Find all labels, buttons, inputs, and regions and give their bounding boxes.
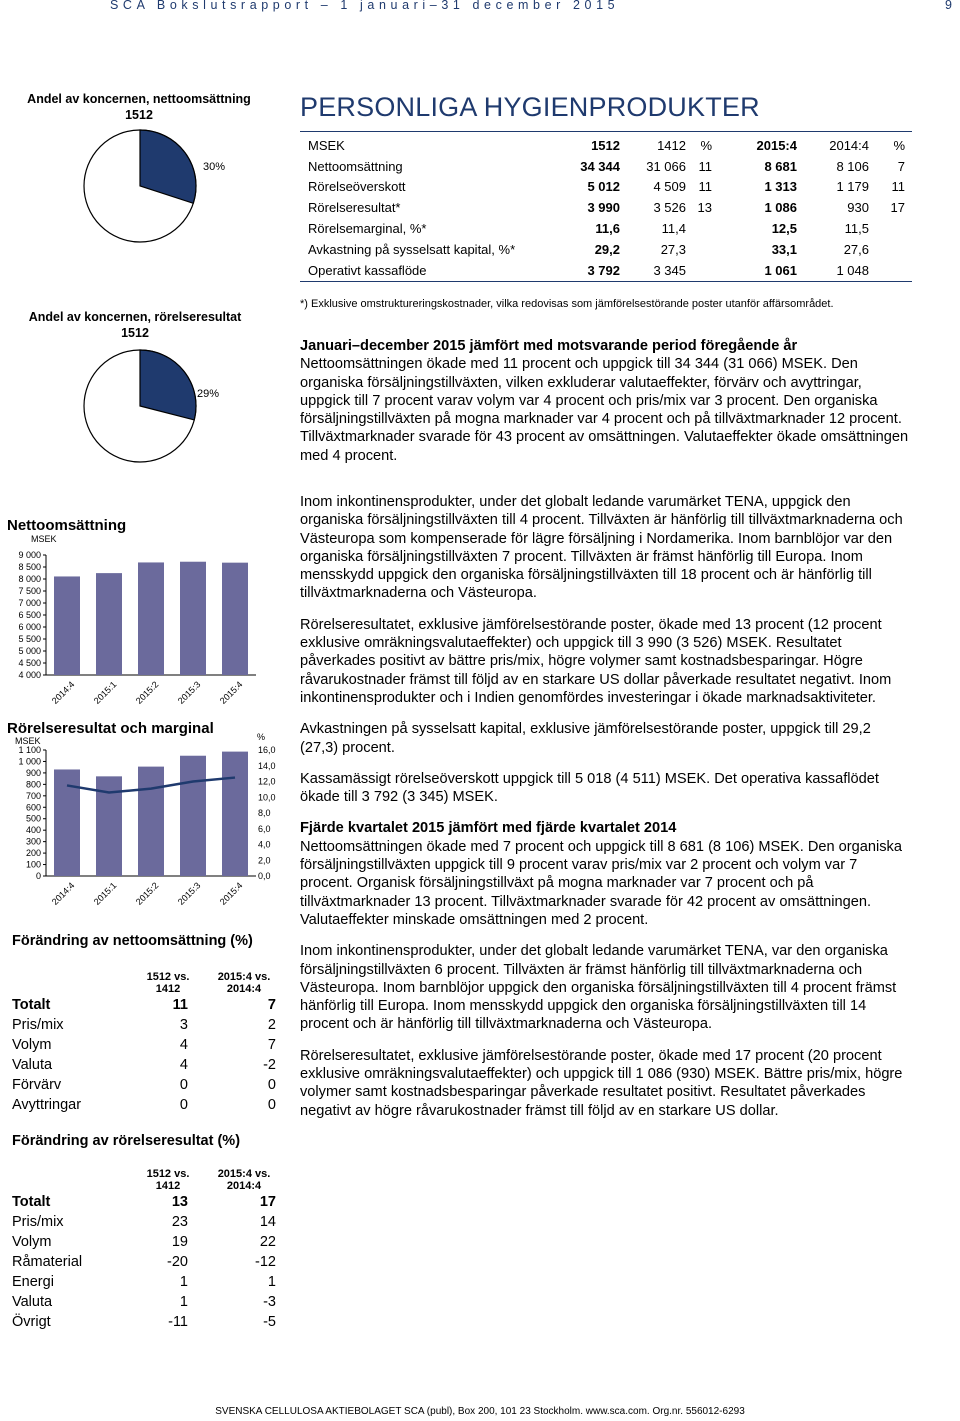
- bar: [222, 752, 248, 876]
- change-cell: -11: [168, 1314, 188, 1330]
- kpi-cell: 3 990: [587, 200, 620, 216]
- change-sales-col2a: 2015:4 vs.: [217, 971, 271, 983]
- change-cell: -5: [263, 1314, 276, 1330]
- kpi-cell: 34 344: [580, 158, 620, 174]
- change-sales-col1b: 1412: [155, 983, 181, 995]
- kpi-cell: 11,5: [844, 221, 869, 237]
- change-cell: Valuta: [12, 1057, 53, 1073]
- y-tick-label: 800: [25, 779, 41, 790]
- kpi-cell: 27,6: [843, 241, 869, 257]
- y-tick-label: 5 500: [18, 634, 41, 644]
- change-cell: Totalt: [12, 997, 51, 1013]
- x-tick-label: 2015:4: [217, 679, 245, 706]
- kpi-row: [308, 260, 905, 281]
- body-paragraph: Rörelseresultatet, exklusive jämförelsestörande poster, ökade med 13 procent (12 procent exklusive omräkningsvalutaeffekter) och uppgick till 3 990 (3 526) MSEK. Resultatet påverkades positivt av bättre pris/mix, högre volymer samt kostnadsbesparingar. Högre råvarukostnader främst till följd av en starkare US dollar påverkade resultatet negativt. Inom inkontinensprodukter och i Indien genomfördes investeringar i ökade marknadsaktiviteter.: [300, 616, 892, 706]
- kpi-cell: 1 086: [764, 200, 797, 216]
- kpi-cell: 11,4: [661, 221, 686, 237]
- kpi-cell: Avkastning på sysselsatt kapital, %*: [308, 241, 516, 257]
- change-cell: Volym: [12, 1037, 52, 1053]
- y-tick-label: 0: [35, 871, 41, 881]
- y2-tick-label: 12,0: [258, 776, 276, 787]
- kpi-header-cell: 2015:4: [756, 137, 797, 153]
- change-cell: 1: [179, 1294, 188, 1310]
- change-result-col2b: 2014:4: [226, 1180, 262, 1192]
- body-paragraph: Kassamässigt rörelseöverskott uppgick till 5 018 (4 511) MSEK. Det operativa kassaflödet ökade till 3 792 (3 345) MSEK.: [300, 770, 879, 806]
- kpi-cell: 930: [847, 200, 869, 216]
- kpi-cell: 29,2: [594, 241, 620, 257]
- kpi-rule-bottom: [300, 281, 912, 282]
- kpi-cell: 27,3: [660, 241, 686, 257]
- change-cell: 2: [267, 1017, 276, 1033]
- kpi-cell: [686, 218, 712, 239]
- pie-title-sales-text: Andel av koncernen, nettoomsättning: [27, 92, 251, 106]
- kpi-cell: 12,5: [771, 221, 797, 237]
- y2-tick-label: 6,0: [258, 823, 271, 834]
- pie-title-sales: [14, 91, 264, 123]
- body-heading: Januari–december 2015 jämfört med motsvarande period föregående år: [300, 338, 798, 354]
- bar: [96, 573, 122, 675]
- change-cell: Volym: [12, 1234, 52, 1250]
- kpi-row: [308, 239, 905, 260]
- y-tick-label: 5 000: [18, 646, 41, 656]
- y2-tick-label: 0,0: [258, 871, 271, 881]
- change-cell: Råmaterial: [12, 1254, 83, 1270]
- body-text-top: [300, 337, 912, 478]
- body-paragraph: Rörelseresultatet, exklusive jämförelsestörande poster, ökade med 17 procent (20 procent exklusive omräkningsvalutaeffekter) och uppgick till 1 086 (930) MSEK. Bättre pris/mix, högre volymer samt kostnadsbesparingar påverkade resultatet positivt. Resultatet påverkades negativt av högre råvarukostnader främst till följd av en starkare US dollar.: [300, 1047, 903, 1119]
- change-sales-col1a: 1512 vs.: [146, 971, 190, 983]
- chart-unit2-result: %: [257, 732, 266, 742]
- change-cell: 14: [259, 1214, 276, 1230]
- change-sales-title: Förändring av nettoomsättning (%): [12, 933, 253, 949]
- y-tick-label: 6 000: [18, 622, 41, 632]
- y2-tick-label: 14,0: [258, 760, 276, 771]
- change-row: [12, 1035, 284, 1055]
- kpi-row: [308, 218, 905, 239]
- change-cell: Valuta: [12, 1294, 53, 1310]
- change-cell: Pris/mix: [12, 1017, 64, 1033]
- change-cell: Pris/mix: [12, 1214, 64, 1230]
- x-tick-label: 2015:4: [217, 880, 245, 907]
- bar: [138, 767, 164, 876]
- y-tick-label: 300: [25, 836, 41, 847]
- body-paragraph: Nettoomsättningen ökade med 11 procent och uppgick till 34 344 (31 066) MSEK. Den organiska försäljningstillväxten, vilken exkluderar valutaeffekter, förvärv och avyttringar, uppgick till 7 procent varav volym var 4 procent och pris/mix var 3 procent. Den organiska försäljningstillväxten på mogna marknader var 4 procent och på tillväxtmarknader 12 procent. Tillväxtmarknader svarade för 43 procent av omsättningen. Valutaeffekter ökade omsättningen med 4 procent.: [300, 356, 909, 464]
- pie-chart-sales: [80, 126, 200, 246]
- kpi-cell: 1 048: [836, 262, 869, 278]
- kpi-cell: 11: [891, 179, 905, 195]
- body-heading: Fjärde kvartalet 2015 jämfört med fjärde kvartalet 2014: [300, 820, 677, 837]
- kpi-header-row: [308, 135, 905, 156]
- y-tick-label: 200: [25, 848, 41, 859]
- kpi-cell: 7: [897, 158, 905, 174]
- change-row: [12, 995, 284, 1015]
- kpi-header-cell: 1412: [657, 137, 686, 153]
- kpi-row: [308, 156, 905, 177]
- kpi-cell: 1 061: [764, 262, 797, 278]
- change-sales-table: [12, 971, 284, 1115]
- kpi-cell: 5 012: [587, 179, 620, 195]
- kpi-row: [308, 197, 905, 218]
- kpi-cell: 13: [697, 200, 712, 216]
- chart-unit-result: MSEK: [15, 736, 41, 746]
- footnote: *) Exklusive omstruktureringskostnader, vilka redovisas som jämförelsestörande poster utanför affärsområdet.: [300, 298, 834, 310]
- change-cell: 19: [171, 1234, 188, 1250]
- y-tick-label: 1 100: [18, 745, 41, 755]
- change-row: [12, 1192, 284, 1212]
- body-paragraph: Inom inkontinensprodukter, under det globalt ledande varumärket TENA, uppgick den organiska försäljningstillväxten till 4 procent. Tillväxten är hänförlig till tillväxtmarknaderna och Västeuropa som kompenserade för lägre försäljning i Nordamerika. Inom barnblöjor var den organiska försäljningstillväxten 7 procent. Tillväxten är främst hänförlig till Europa. Inom mensskydd uppgick den organiska försäljningstillväxten till 18 procent och är hänförlig till tillväxtmarknaderna och Västeuropa.: [300, 494, 903, 602]
- y-tick-label: 500: [25, 813, 41, 824]
- body-paragraph: Nettoomsättningen ökade med 7 procent och uppgick till 8 681 (8 106) MSEK. Den organiska försäljningstillväxten uppgick till 9 procent varav pris/mix var 2 procent och volym var 7 procent. Organisk försäljningstillväxt på mogna marknader var 7 procent och på tillväxtmarknader 13 procent. Tillväxtmarknader svarade för 42 procent av omsättningen. Valutaeffekter minskade omsättningen med 2 procent.: [300, 838, 902, 928]
- page-number: 9: [945, 0, 952, 12]
- bar-chart-sales: [0, 545, 270, 720]
- body-paragraph: Avkastningen på sysselsatt kapital, exklusive jämförelsestörande poster, uppgick till 29,2 (27,3) procent.: [300, 721, 871, 756]
- change-cell: Övrigt: [12, 1314, 51, 1330]
- x-tick-label: 2015:3: [175, 679, 203, 706]
- change-row: [12, 1212, 284, 1232]
- x-tick-label: 2015:1: [91, 679, 119, 706]
- kpi-cell: 1 313: [764, 179, 797, 195]
- bar: [222, 563, 248, 675]
- change-result-col1b: 1412: [155, 1180, 181, 1192]
- change-cell: 17: [259, 1194, 276, 1210]
- kpi-table-wrap: [308, 135, 905, 281]
- y-tick-label: 700: [25, 790, 41, 801]
- change-cell: 13: [171, 1194, 188, 1210]
- change-cell: -2: [263, 1057, 276, 1073]
- kpi-header-cell: %: [893, 137, 905, 153]
- kpi-cell: Rörelseresultat*: [308, 200, 401, 216]
- x-tick-label: 2015:1: [91, 880, 119, 907]
- change-cell: 0: [267, 1097, 276, 1113]
- kpi-cell: Rörelsemarginal, %*: [308, 221, 427, 237]
- change-cell: -3: [263, 1294, 276, 1310]
- kpi-header-cell: 2014:4: [829, 137, 869, 153]
- change-cell: Energi: [12, 1274, 54, 1290]
- body-paragraph: Inom inkontinensprodukter, under det globalt ledande varumärket TENA, var den organiska försäljningstillväxten 6 procent. Tillväxten är främst hänförlig till tillväxtmarknaderna och Västeuropa. Inom barnblöjor uppgick den organiska försäljningstillväxten till 4 procent främst hänförlig till Europa. Inom mensskydd uppgick den organiska försäljningstillväxten till 14 procent och är hänförlig till tillväxtmarknaderna och Västeuropa.: [300, 943, 897, 1033]
- change-cell: -12: [255, 1254, 276, 1270]
- change-cell: -20: [167, 1254, 188, 1270]
- kpi-cell: 3 526: [653, 200, 686, 216]
- change-result-col2a: 2015:4 vs.: [217, 1168, 271, 1180]
- kpi-cell: 11,6: [595, 221, 620, 237]
- change-cell: 1: [179, 1274, 188, 1290]
- change-row: [12, 1292, 284, 1312]
- bar: [180, 562, 206, 675]
- change-cell: Förvärv: [12, 1077, 62, 1093]
- kpi-header-cell: MSEK: [308, 137, 345, 153]
- kpi-cell: [686, 239, 712, 260]
- change-row: [12, 1075, 284, 1095]
- y2-tick-label: 8,0: [258, 808, 271, 818]
- kpi-row: [308, 177, 905, 198]
- kpi-cell: 17: [890, 200, 905, 216]
- y-tick-label: 7 500: [18, 586, 41, 596]
- bar-line-chart-result: [0, 744, 285, 914]
- y-tick-label: 900: [25, 767, 41, 778]
- pie-title-result: [10, 309, 260, 341]
- kpi-rule-top: [300, 131, 912, 132]
- pie-label-sales: 30%: [203, 161, 226, 173]
- change-cell: 0: [267, 1077, 276, 1093]
- change-cell: 11: [172, 997, 188, 1013]
- y-tick-label: 400: [25, 825, 41, 836]
- y-tick-label: 4 500: [18, 658, 41, 668]
- change-row: [12, 1252, 284, 1272]
- kpi-cell: Nettoomsättning: [308, 158, 403, 174]
- y2-tick-label: 16,0: [258, 745, 276, 755]
- change-cell: 0: [179, 1077, 188, 1093]
- kpi-header-cell: 1512: [591, 137, 620, 153]
- kpi-cell: 8 681: [764, 158, 797, 174]
- kpi-cell: [869, 218, 905, 239]
- y2-tick-label: 4,0: [258, 839, 271, 850]
- chart-title-sales: Nettoomsättning: [7, 517, 127, 534]
- change-row: [12, 1015, 284, 1035]
- y-tick-label: 6 500: [18, 610, 41, 620]
- pie-chart-result: [80, 346, 200, 466]
- pie-title-result-text: Andel av koncernen, rörelseresultat: [28, 310, 242, 324]
- change-result-header: [12, 1168, 284, 1192]
- y-tick-label: 100: [25, 859, 41, 870]
- pie-subtitle-sales: 1512: [125, 108, 153, 122]
- x-tick-label: 2015:2: [133, 679, 161, 706]
- kpi-cell: 4 509: [653, 179, 686, 195]
- change-cell: 22: [259, 1234, 276, 1250]
- kpi-header-cell: %: [700, 137, 712, 153]
- change-sales-col2b: 2014:4: [226, 983, 262, 995]
- change-cell: 4: [179, 1037, 188, 1053]
- kpi-table: [308, 135, 905, 281]
- kpi-cell: 11: [698, 158, 712, 174]
- x-tick-label: 2014:4: [49, 880, 77, 907]
- change-row: [12, 1095, 284, 1115]
- x-tick-label: 2015:3: [175, 880, 203, 907]
- y-tick-label: 9 000: [18, 550, 41, 560]
- kpi-cell: 3 345: [653, 262, 686, 278]
- change-row: [12, 1055, 284, 1075]
- change-cell: 0: [179, 1097, 188, 1113]
- kpi-cell: [869, 260, 905, 281]
- x-tick-label: 2015:2: [133, 880, 161, 907]
- kpi-cell: 33,1: [771, 241, 797, 257]
- kpi-cell: 8 106: [836, 158, 869, 174]
- kpi-cell: Rörelseöverskott: [308, 179, 406, 195]
- bar: [180, 756, 206, 876]
- change-cell: 3: [179, 1017, 188, 1033]
- change-row: [12, 1312, 284, 1332]
- y-tick-label: 8 000: [18, 574, 41, 584]
- y-tick-label: 600: [25, 802, 41, 813]
- chart-unit-sales: MSEK: [31, 534, 57, 544]
- page-footer: SVENSKA CELLULOSA AKTIEBOLAGET SCA (publ), Box 200, 101 23 Stockholm. www.sca.com. Org.nr. 556012-6293: [215, 1406, 745, 1417]
- section-title: PERSONLIGA HYGIENPRODUKTER: [300, 92, 760, 122]
- y-tick-label: 8 500: [18, 562, 41, 572]
- y2-tick-label: 10,0: [258, 792, 276, 803]
- change-result-title: Förändring av rörelseresultat (%): [12, 1133, 241, 1149]
- report-header: SCA Bokslutsrapport – 1 januari–31 december 2015: [110, 0, 620, 12]
- change-cell: 23: [171, 1214, 188, 1230]
- change-row: [12, 1232, 284, 1252]
- kpi-cell: 11: [698, 179, 712, 195]
- change-cell: Totalt: [12, 1194, 51, 1210]
- chart-title-result: Rörelseresultat och marginal: [7, 720, 214, 737]
- y-tick-label: 1 000: [18, 756, 41, 767]
- bar: [138, 562, 164, 675]
- x-tick-label: 2014:4: [49, 679, 77, 706]
- y2-tick-label: 2,0: [258, 855, 271, 866]
- body-text-main: [300, 493, 912, 1133]
- y-tick-label: 7 000: [18, 598, 41, 608]
- change-result-col1a: 1512 vs.: [146, 1168, 190, 1180]
- change-cell: 7: [267, 1037, 276, 1053]
- kpi-cell: [869, 239, 905, 260]
- kpi-cell: 1 179: [836, 179, 869, 195]
- kpi-cell: 3 792: [587, 262, 620, 278]
- change-cell: Avyttringar: [12, 1097, 82, 1113]
- change-cell: 7: [267, 997, 276, 1013]
- bar: [54, 576, 80, 675]
- pie-label-result: 29%: [197, 388, 220, 400]
- kpi-cell: Operativt kassaflöde: [308, 262, 427, 278]
- change-cell: 1: [267, 1274, 276, 1290]
- y-tick-label: 4 000: [18, 670, 41, 680]
- kpi-cell: 31 066: [646, 158, 686, 174]
- change-cell: 4: [179, 1057, 188, 1073]
- pie-subtitle-result: 1512: [121, 326, 149, 340]
- change-result-table: [12, 1168, 284, 1332]
- change-sales-header: [12, 971, 284, 995]
- kpi-cell: [686, 260, 712, 281]
- change-row: [12, 1272, 284, 1292]
